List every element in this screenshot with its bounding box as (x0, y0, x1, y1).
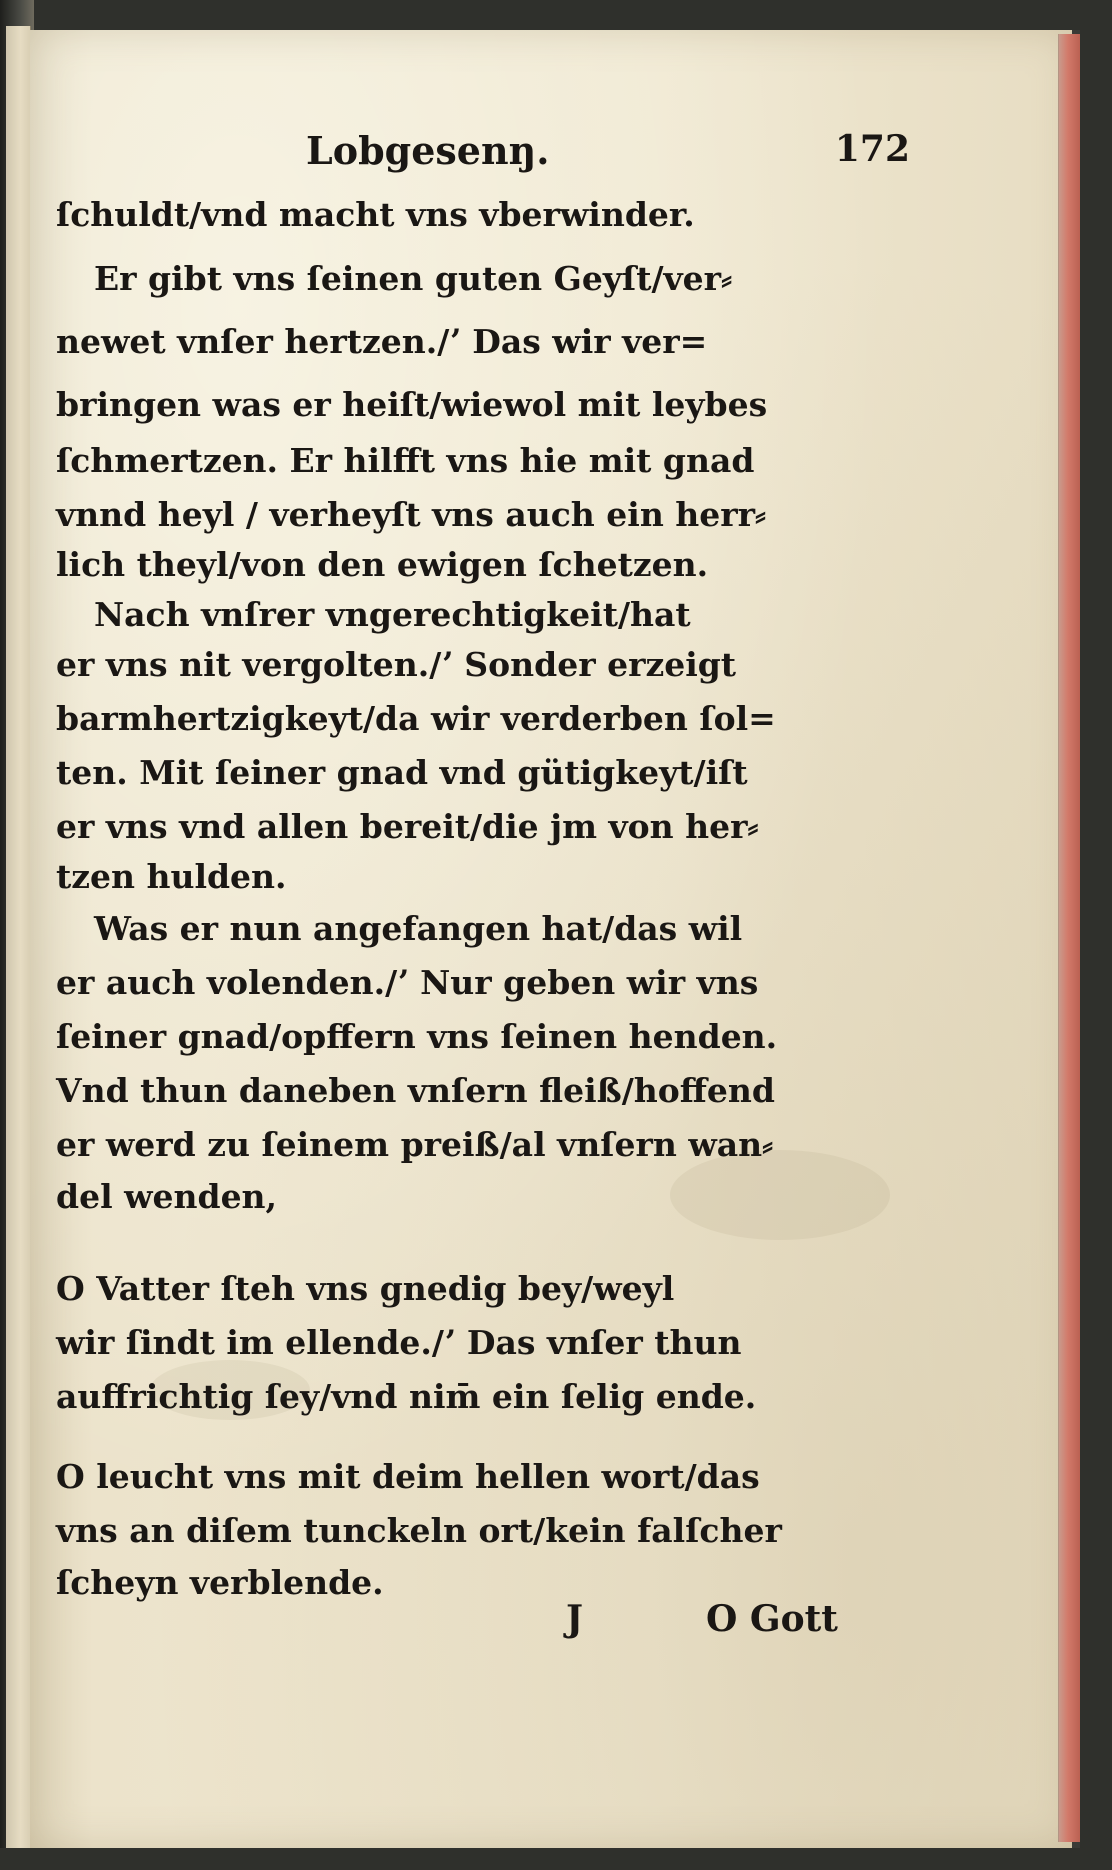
running-head (250, 128, 910, 178)
text-line: er werd zu ſeinem preiß/al vnſern wan⸗ (56, 1125, 774, 1164)
text-line: vnnd heyl / verheyſt vns auch ein herr⸗ (56, 495, 767, 534)
text-line: del wenden, (56, 1177, 278, 1216)
scan-frame-bottom (0, 1848, 1112, 1870)
text-line: er vns nit vergolten./ʼ Sonder erzeigt (56, 645, 737, 684)
running-head-title: Lobgesenŋ. (306, 128, 550, 173)
text-line: ten. Mit ſeiner gnad vnd gütigkeyt/iſt (56, 753, 748, 792)
catchword: O Gott (706, 1598, 838, 1640)
text-line: er auch volenden./ʼ Nur geben wir vns (56, 963, 759, 1002)
scan-frame-right (1080, 0, 1112, 1870)
text-line: lich theyl/von den ewigen ſchetzen. (56, 545, 709, 584)
facing-page-edge (6, 26, 31, 1856)
scan-frame-top (0, 0, 1112, 30)
signature-mark: J (566, 1598, 584, 1640)
text-line: auffrichtig ſey/vnd nim̄ ein ſelig ende. (56, 1377, 757, 1416)
red-page-edge (1058, 34, 1081, 1842)
text-line: Nach vnſrer vngerechtigkeit/hat (94, 595, 691, 634)
text-line: newet vnſer hertzen./ʼ Das wir ver= (56, 322, 708, 361)
text-line: tzen hulden. (56, 857, 287, 896)
page-number: 172 (834, 128, 910, 170)
text-line: ſcheyn verblende. (56, 1563, 384, 1602)
text-line: ſeiner gnad/opffern vns ſeinen henden. (56, 1017, 778, 1056)
text-line: bringen was er heiſt/wiewol mit leybes (56, 385, 768, 424)
text-line: Er gibt vns ſeinen guten Geyſt/ver⸗ (94, 259, 733, 298)
text-line: ſchmertzen. Er hilfft vns hie mit gnad (56, 441, 755, 480)
text-line: ſchuldt/vnd macht vns vberwinder. (56, 195, 695, 234)
text-line: Was er nun angefangen hat/das wil (94, 909, 743, 948)
text-line: barmhertzigkeyt/da wir verderben ſol= (56, 699, 776, 738)
text-line: Vnd thun daneben vnſern fleiß/hoffend (56, 1071, 775, 1110)
text-line: O leucht vns mit deim hellen wort/das (56, 1457, 760, 1496)
text-line: vns an diſem tunckeln ort/kein falſcher (56, 1511, 782, 1550)
text-line: er vns vnd allen bereit/die jm von her⸗ (56, 807, 759, 846)
text-line: O Vatter ſteh vns gnedig bey/weyl (56, 1269, 675, 1308)
text-line: wir ſindt im ellende./ʼ Das vnſer thun (56, 1323, 742, 1362)
